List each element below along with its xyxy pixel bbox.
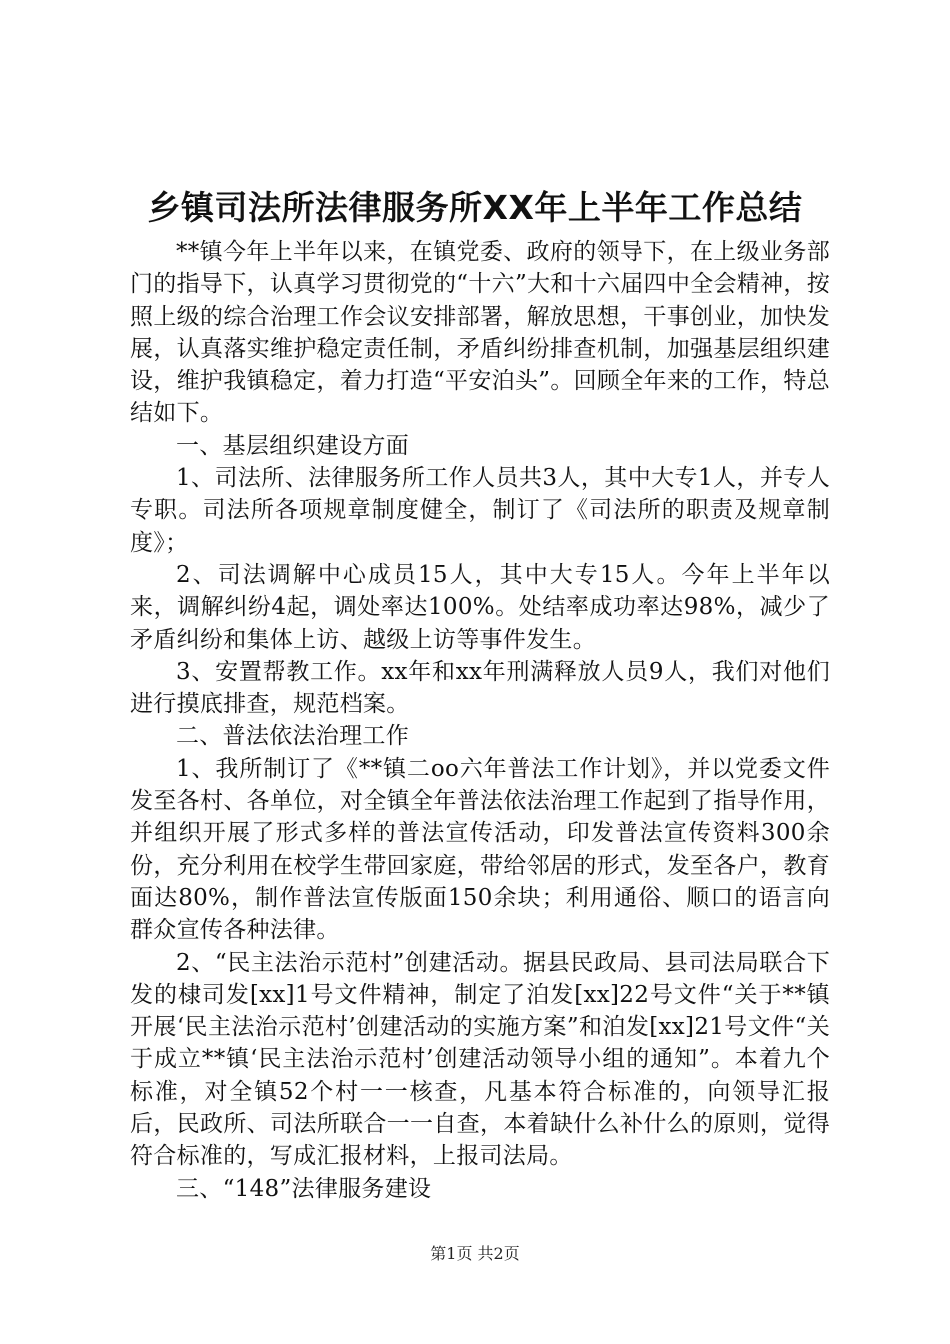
document-body [130,236,830,1205]
paragraph-1-2: 2、司法调解中心成员15人，其中大专15人。今年上半年以来，调解纠纷4起，调处率达100%。处结率成功率达98%，减少了矛盾纠纷和集体上访、越级上访等事件发生。 [130,561,830,653]
intro-paragraph: **镇今年上半年以来，在镇党委、政府的领导下，在上级业务部门的指导下，认真学习贯彻党的“十六”大和十六届四中全会精神，按照上级的综合治理工作会议安排部署，解放思想，干事创业，加快发展，认真落实维护稳定责任制，矛盾纠纷排查机制，加强基层组织建设，维护我镇稳定，着力打造“平安泊头”。回顾全年来的工作，特总结如下。 [130,239,830,427]
paragraph-2-2: 2、“民主法治示范村”创建活动。据县民政局、县司法局联合下发的棣司发[xx]1号文件精神，制定了泊发[xx]22号文件“关于**镇开展‘民主法治示范村’创建活动的实施方案”和泊发[xx]21号文件“关于成立**镇‘民主法治示范村’创建活动领导小组的通知”。本着九个标准，对全镇52个村一一核查，凡基本符合标准的，向领导汇报后，民政所、司法所联合一一自查，本着缺什么补什么的原则，觉得符合标准的，写成汇报材料，上报司法局。 [130,949,830,1170]
paragraph-1-3: 3、安置帮教工作。xx年和xx年刑满释放人员9人，我们对他们进行摸底排查，规范档案。 [130,658,830,718]
paragraph-2-1: 1、我所制订了《**镇二oo六年普法工作计划》，并以党委文件发至各村、各单位，对全镇全年普法依法治理工作起到了指导作用，并组织开展了形式多样的普法宣传活动，印发普法宣传资料300余份，充分利用在校学生带回家庭，带给邻居的形式，发至各户，教育面达80%，制作普法宣传版面150余块；利用通俗、顺口的语言向群众宣传各种法律。 [130,755,830,944]
section-heading-2: 二、普法依法治理工作 [176,723,409,750]
page-footer: 第1页 共2页 [430,1244,520,1263]
paragraph-1-1: 1、司法所、法律服务所工作人员共3人，其中大专1人，并专人专职。司法所各项规章制度健全，制订了《司法所的职责及规章制度》； [130,465,830,556]
section-heading-3: 三、“148”法律服务建设 [176,1175,432,1202]
document-title: 乡镇司法所法律服务所XX年上半年工作总结 [147,188,803,227]
section-heading-1: 一、基层组织建设方面 [176,432,409,459]
